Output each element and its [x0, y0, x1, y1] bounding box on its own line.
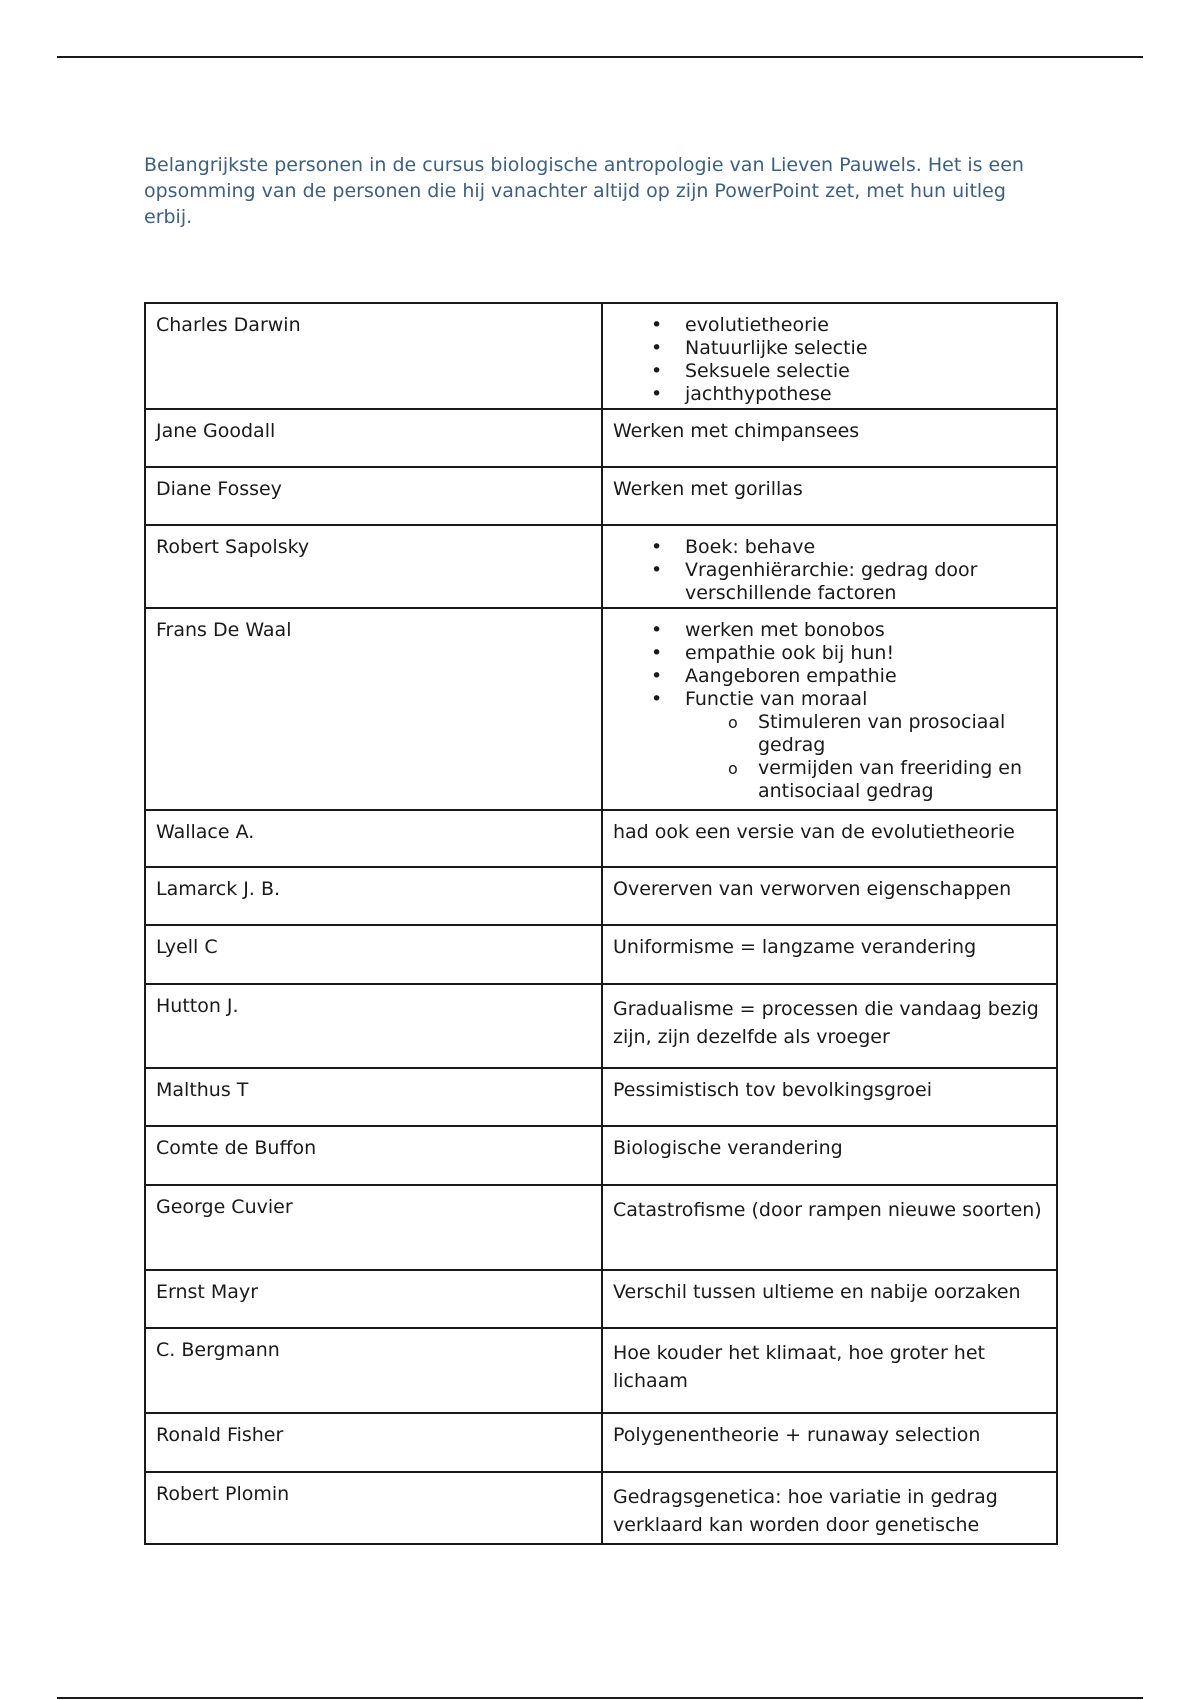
sub-bullet-list — [685, 711, 1046, 803]
person-description: Pessimistisch tov bevolkingsgroei — [602, 1068, 1057, 1126]
table-row — [145, 810, 1057, 867]
persons-table — [144, 302, 1058, 1545]
person-description — [602, 608, 1057, 810]
person-name: C. Bergmann — [145, 1328, 602, 1413]
person-name: Hutton J. — [145, 984, 602, 1068]
list-item: • Boek: behave — [613, 536, 1046, 559]
bullet-list — [613, 314, 1046, 406]
person-description — [602, 525, 1057, 608]
list-item: • Aangeboren empathie — [613, 665, 1046, 688]
person-description — [602, 303, 1057, 409]
person-name: Robert Sapolsky — [145, 525, 602, 608]
person-name: Charles Darwin — [145, 303, 602, 409]
person-name: Diane Fossey — [145, 467, 602, 525]
top-rule — [57, 56, 1143, 58]
sub-list-item: o Stimuleren van prosociaal gedrag — [613, 711, 1046, 757]
bullet-list — [613, 619, 1046, 803]
sub-list-item: o vermijden van freeriding en antisociaal gedrag — [613, 757, 1046, 803]
person-description: Hoe kouder het klimaat, hoe groter het lichaam — [602, 1328, 1057, 1413]
table-row — [145, 303, 1057, 409]
list-item: • empathie ook bij hun! — [613, 642, 1046, 665]
bullet-list — [613, 536, 1046, 605]
table-row — [145, 984, 1057, 1068]
list-item-label: Functie van moraal — [685, 688, 868, 710]
list-item: • Seksuele selectie — [613, 360, 1046, 383]
person-name: Jane Goodall — [145, 409, 602, 467]
table-row — [145, 1413, 1057, 1472]
list-item: • werken met bonobos — [613, 619, 1046, 642]
table-row — [145, 1126, 1057, 1185]
table-row — [145, 1472, 1057, 1544]
table-row — [145, 925, 1057, 984]
list-item: • Natuurlijke selectie — [613, 337, 1046, 360]
person-description: Verschil tussen ultieme en nabije oorzaken — [602, 1270, 1057, 1328]
table-row — [145, 1328, 1057, 1413]
list-item: • Vragenhiërarchie: gedrag door verschillende factoren — [613, 559, 1046, 605]
table-row — [145, 867, 1057, 925]
person-description: Uniformisme = langzame verandering — [602, 925, 1057, 984]
person-name: Comte de Buffon — [145, 1126, 602, 1185]
person-name: Robert Plomin — [145, 1472, 602, 1544]
table-row — [145, 1068, 1057, 1126]
person-description: Werken met chimpansees — [602, 409, 1057, 467]
table-row — [145, 1270, 1057, 1328]
person-name: Malthus T — [145, 1068, 602, 1126]
person-description: Catastrofisme (door rampen nieuwe soorten) — [602, 1185, 1057, 1270]
bottom-rule — [57, 1697, 1143, 1699]
person-description: Gradualisme = processen die vandaag bezig zijn, zijn dezelfde als vroeger — [602, 984, 1057, 1068]
person-name: George Cuvier — [145, 1185, 602, 1270]
person-description: Polygenentheorie + runaway selection — [602, 1413, 1057, 1472]
table-row — [145, 1185, 1057, 1270]
list-item — [613, 688, 1046, 803]
table-row — [145, 467, 1057, 525]
person-description: Werken met gorillas — [602, 467, 1057, 525]
person-name: Ronald Fisher — [145, 1413, 602, 1472]
person-description: Gedragsgenetica: hoe variatie in gedrag verklaard kan worden door genetische — [602, 1472, 1057, 1544]
person-description: had ook een versie van de evolutietheorie — [602, 810, 1057, 867]
list-item: • evolutietheorie — [613, 314, 1046, 337]
person-description: Overerven van verworven eigenschappen — [602, 867, 1057, 925]
person-description: Biologische verandering — [602, 1126, 1057, 1185]
person-name: Wallace A. — [145, 810, 602, 867]
intro-paragraph: Belangrijkste personen in de cursus biologische antropologie van Lieven Pauwels. Het is een opsomming van de personen die hij vanachter altijd op zijn PowerPoint zet, met hun uitleg erbij. — [144, 154, 1024, 228]
person-name: Lyell C — [145, 925, 602, 984]
table-row — [145, 525, 1057, 608]
person-name: Frans De Waal — [145, 608, 602, 810]
person-name: Ernst Mayr — [145, 1270, 602, 1328]
list-item: • jachthypothese — [613, 383, 1046, 406]
table-row — [145, 409, 1057, 467]
person-name: Lamarck J. B. — [145, 867, 602, 925]
table-row — [145, 608, 1057, 810]
